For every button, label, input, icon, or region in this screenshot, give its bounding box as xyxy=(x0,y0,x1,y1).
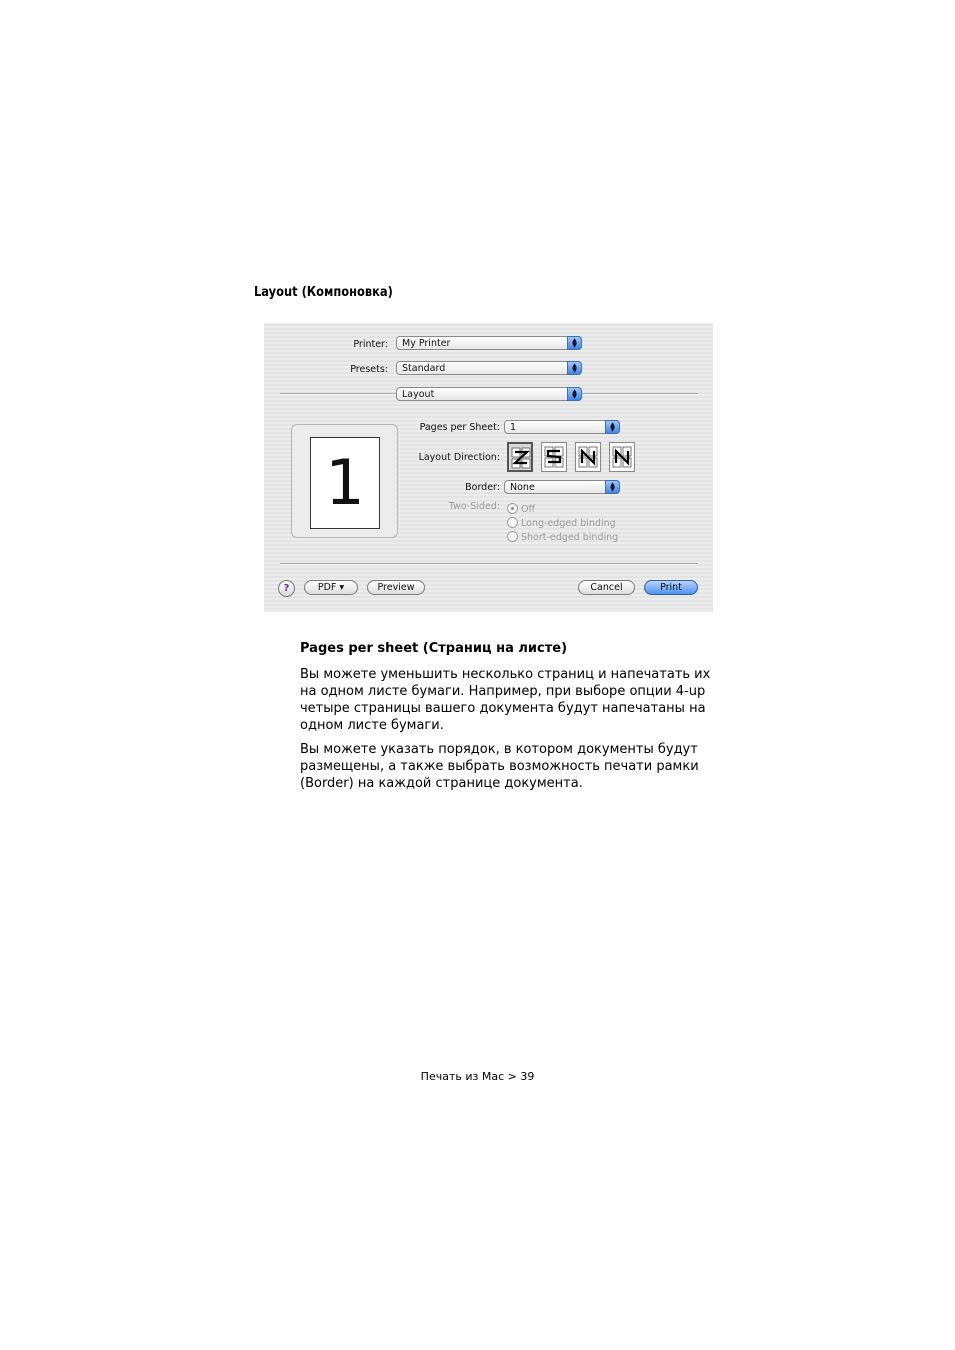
popup-arrows-icon: ▲ ▼ xyxy=(567,336,582,350)
two-sided-long-radio[interactable] xyxy=(507,517,616,529)
direction-s-button[interactable] xyxy=(541,442,567,472)
direction-n-button[interactable] xyxy=(609,442,635,472)
panel-value: Layout xyxy=(402,389,435,400)
radio-icon xyxy=(507,531,518,542)
direction-n-reverse-button[interactable] xyxy=(575,442,601,472)
preview-button[interactable]: Preview xyxy=(367,580,425,595)
help-button[interactable]: ? xyxy=(278,580,295,597)
printer-value: My Printer xyxy=(402,338,451,349)
presets-popup[interactable] xyxy=(396,361,582,375)
preview-page: 1 xyxy=(310,437,380,529)
popup-arrows-icon: ▲ ▼ xyxy=(605,480,620,494)
pages-per-sheet-popup[interactable] xyxy=(504,420,620,434)
section-title: Layout (Компоновка) xyxy=(254,285,393,300)
layout-preview xyxy=(291,424,398,538)
layout-direction-label: Layout Direction: xyxy=(418,452,500,463)
paragraph-1: Вы можете уменьшить несколько страниц и напечатать их на одном листе бумаги. Например, при выборе опции 4-up четыре страницы вашего документа будут напечатаны на одном листе бумаги. xyxy=(300,667,711,733)
pdf-button[interactable]: PDF ▾ xyxy=(304,580,358,595)
popup-arrows-icon: ▲ ▼ xyxy=(567,387,582,401)
radio-icon xyxy=(507,517,518,528)
paragraph-2: Вы можете указать порядок, в котором документы будут размещены, а также выбрать возможность печати рамки (Border) на каждой странице документа. xyxy=(300,742,699,791)
border-popup[interactable] xyxy=(504,480,620,494)
presets-value: Standard xyxy=(402,363,446,374)
two-sided-off-label: Off xyxy=(521,504,536,515)
border-value: None xyxy=(510,482,535,493)
direction-s-icon xyxy=(544,446,564,468)
border-label: Border: xyxy=(465,482,500,493)
two-sided-label: Two-Sided: xyxy=(448,501,500,512)
panel-popup[interactable] xyxy=(396,387,582,401)
pages-per-sheet-value: 1 xyxy=(510,422,517,433)
popup-arrows-icon: ▲ ▼ xyxy=(567,361,582,375)
divider xyxy=(280,563,698,565)
two-sided-off-radio[interactable] xyxy=(507,503,535,515)
direction-n-reverse-icon xyxy=(578,446,598,468)
two-sided-long-label: Long-edged binding xyxy=(521,518,616,529)
printer-label: Printer: xyxy=(353,339,388,350)
printer-popup[interactable] xyxy=(396,336,582,350)
direction-z-button[interactable] xyxy=(507,442,533,472)
direction-z-icon xyxy=(511,447,531,469)
page-footer: Печать из Mac > 39 xyxy=(420,1070,535,1083)
popup-arrows-icon: ▲ ▼ xyxy=(605,420,620,434)
radio-selected-icon xyxy=(507,503,518,514)
two-sided-short-radio[interactable] xyxy=(507,531,618,543)
subheading: Pages per sheet (Страниц на листе) xyxy=(300,641,568,656)
pages-per-sheet-label: Pages per Sheet: xyxy=(419,422,500,433)
direction-n-icon xyxy=(612,446,632,468)
two-sided-short-label: Short-edged binding xyxy=(521,532,619,543)
presets-label: Presets: xyxy=(350,364,388,375)
print-button[interactable]: Print xyxy=(644,580,698,595)
cancel-button[interactable]: Cancel xyxy=(578,580,635,595)
print-dialog xyxy=(264,323,713,612)
